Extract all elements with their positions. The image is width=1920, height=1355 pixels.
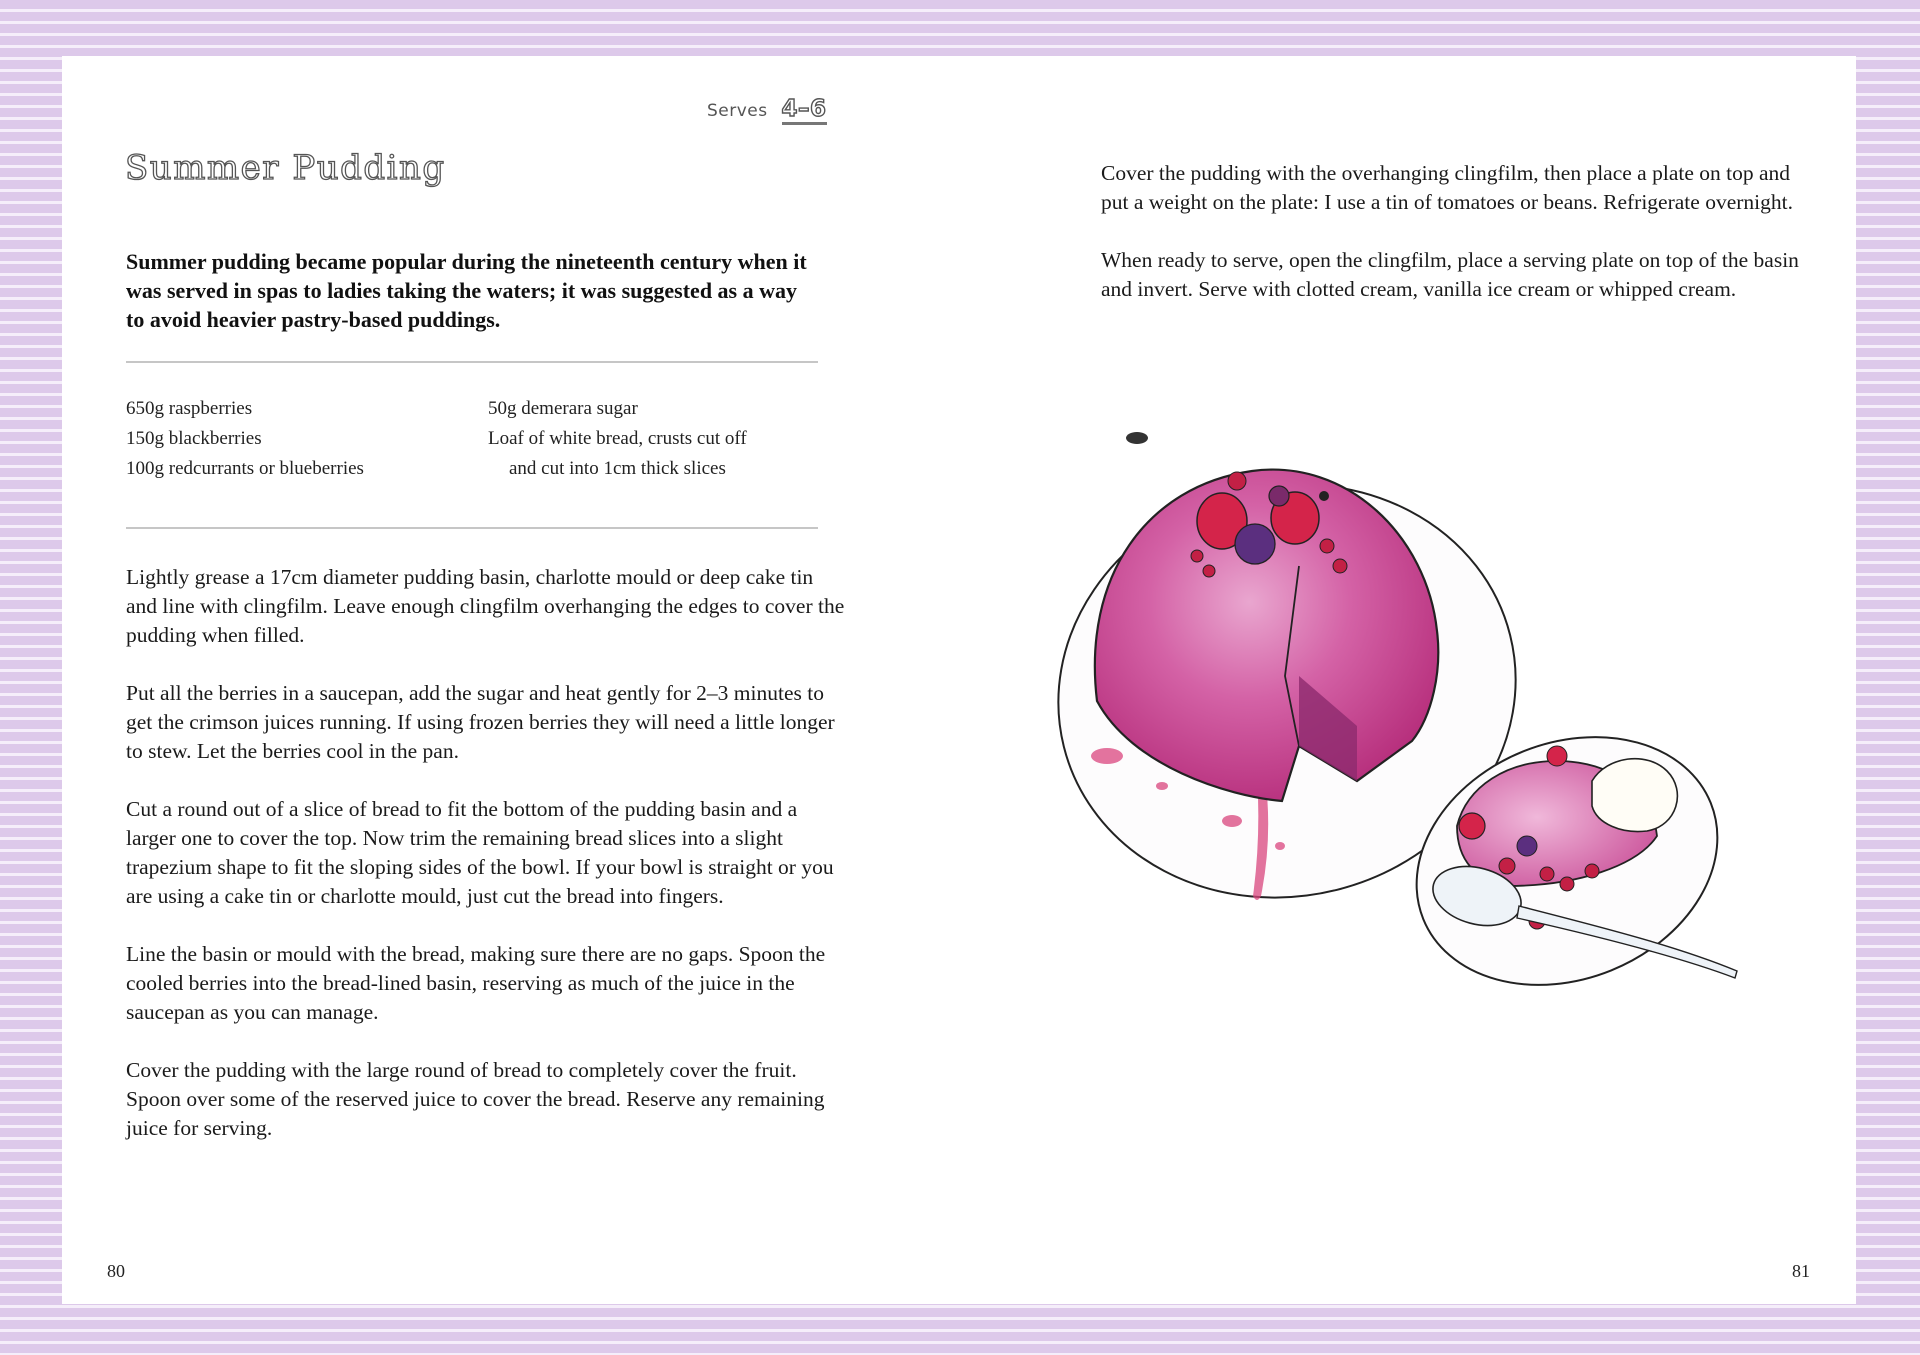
pudding-dome bbox=[1095, 470, 1438, 801]
ingredient-item: and cut into 1cm thick slices bbox=[509, 458, 726, 479]
ingredient-item: 650g raspberries bbox=[126, 398, 253, 419]
divider-top bbox=[126, 361, 818, 363]
serves-label: Serves bbox=[707, 101, 768, 121]
serves-info bbox=[707, 96, 827, 122]
divider-bottom bbox=[126, 527, 818, 529]
method-step: Cover the pudding with the large round of bread to completely cover the fruit. Spoon over some of the reserved juice to cover the bread. Reserve any remaining juice for serving. bbox=[126, 1058, 825, 1140]
page-number-left: 80 bbox=[107, 1261, 125, 1281]
method-step: Line the basin or mould with the bread, making sure there are no gaps. Spoon the cooled berries into the bread-lined basin, reserving as much of the juice in the saucepan as you can manage. bbox=[126, 942, 826, 1024]
method-step: Cover the pudding with the overhanging clingfilm, then place a plate on top and put a weight on the plate: I use a tin of tomatoes or beans. Refrigerate overnight. bbox=[1101, 161, 1793, 214]
method-left bbox=[126, 563, 846, 1172]
ingredients-column-1 bbox=[126, 394, 364, 484]
ingredient-item: 50g demerara sugar bbox=[488, 398, 638, 419]
ink-speck bbox=[1126, 432, 1148, 444]
recipe-title: Summer Pudding bbox=[125, 148, 446, 188]
ingredients-column-2 bbox=[488, 394, 747, 484]
method-step: Put all the berries in a saucepan, add the sugar and heat gently for 2–3 minutes to get the crimson juices running. If using frozen berries they will need a little longer to stew. Let the berries cool in the pan. bbox=[126, 681, 835, 763]
method-step: When ready to serve, open the clingfilm, place a serving plate on top of the basin and invert. Serve with clotted cream, vanilla ice cream or whipped cream. bbox=[1101, 248, 1799, 301]
recipe-intro: Summer pudding became popular during the nineteenth century when it was served in spas to ladies taking the waters; it was suggested as a way to avoid heavier pastry-based puddings. bbox=[126, 249, 807, 332]
page-number-right: 81 bbox=[1792, 1261, 1810, 1281]
summer-pudding-illustration bbox=[1037, 426, 1817, 1156]
method-step: Cut a round out of a slice of bread to fit the bottom of the pudding basin and a larger one to cover the top. Now trim the remaining bread slices into a slight trapezium shape to fit the sloping sides of the bowl. If your bowl is straight or you are using a cake tin or charlotte mould, just cut the bread into fingers. bbox=[126, 797, 834, 908]
book-spread bbox=[62, 56, 1856, 1304]
ingredient-item: 100g redcurrants or blueberries bbox=[126, 458, 364, 479]
ingredient-item: 150g blackberries bbox=[126, 428, 262, 449]
method-right bbox=[1101, 159, 1801, 333]
cream-dollop bbox=[1592, 759, 1677, 832]
method-step: Lightly grease a 17cm diameter pudding basin, charlotte mould or deep cake tin and line with clingfilm. Leave enough clingfilm overhanging the edges to cover the pudding when filled. bbox=[126, 565, 845, 647]
ingredient-item: Loaf of white bread, crusts cut off bbox=[488, 428, 747, 449]
serves-value: 4–6 bbox=[782, 96, 827, 125]
